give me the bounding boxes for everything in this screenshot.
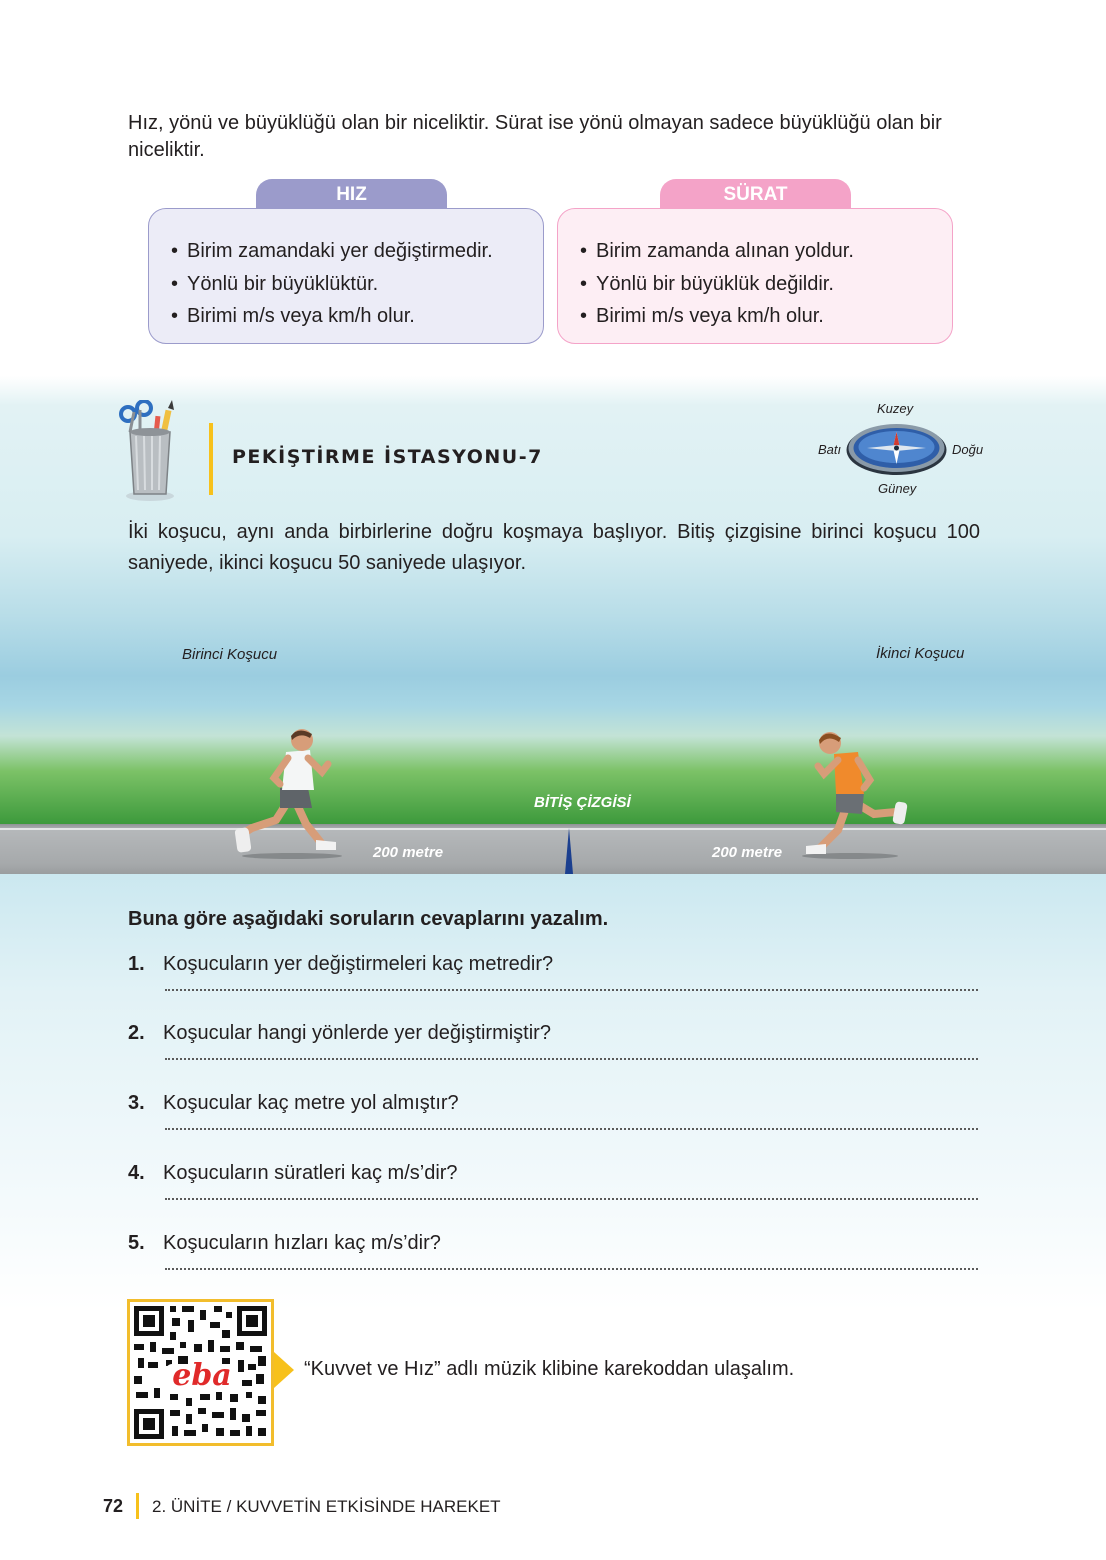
station-title: PEKİŞTİRME İSTASYONU-7	[232, 446, 543, 468]
qr-description: “Kuvvet ve Hız” adlı müzik klibine karekoddan ulaşalım.	[304, 1358, 795, 1380]
page-number: 72	[103, 1496, 124, 1516]
hiz-card-title: HIZ	[256, 179, 447, 211]
qr-arrow-icon	[274, 1352, 294, 1388]
question-number: 5.	[128, 1232, 145, 1254]
questions-heading: Buna göre aşağıdaki soruların cevaplarını yazalım.	[128, 908, 609, 930]
compass-south-label: Güney	[878, 481, 917, 496]
hiz-item: • Yönlü bir büyüklüktür.	[171, 268, 543, 301]
hiz-item: • Birimi m/s veya km/h olur.	[171, 300, 543, 333]
track-edge-line	[0, 828, 1106, 830]
footer-divider	[136, 1493, 139, 1519]
compass-north-label: Kuzey	[877, 401, 914, 416]
question-number: 4.	[128, 1162, 145, 1184]
footer-unit-title: 2. ÜNİTE / KUVVETİN ETKİSİNDE HAREKET	[152, 1497, 501, 1516]
question-text: Koşucular hangi yönlerde yer değiştirmiştir?	[163, 1022, 551, 1044]
answer-line[interactable]	[165, 989, 978, 991]
question-text: Koşucuların süratleri kaç m/s’dir?	[163, 1162, 458, 1184]
answer-line[interactable]	[165, 1058, 978, 1060]
question-text: Koşucular kaç metre yol almıştır?	[163, 1092, 459, 1114]
question-text: Koşucuların hızları kaç m/s’dir?	[163, 1232, 441, 1254]
qr-code[interactable]	[127, 1299, 274, 1446]
surat-item: • Birim zamanda alınan yoldur.	[580, 235, 952, 268]
hiz-item: • Birim zamandaki yer değiştirmedir.	[171, 235, 543, 268]
runner1-figure	[232, 728, 350, 860]
question-number: 1.	[128, 953, 145, 975]
left-distance-label: 200 metre	[373, 844, 444, 861]
compass-west-label: Batı	[818, 442, 842, 457]
intro-paragraph: Hız, yönü ve büyüklüğü olan bir niceliktir. Sürat ise yönü olmayan sadece büyüklüğü olan bir niceliktir.	[128, 112, 942, 161]
running-track	[0, 824, 1106, 874]
answer-line[interactable]	[165, 1128, 978, 1130]
runner1-label: Birinci Koşucu	[182, 646, 278, 663]
surat-card	[557, 208, 953, 344]
compass-east-label: Doğu	[952, 442, 984, 457]
hiz-card	[148, 208, 544, 344]
pencil-cup-icon	[110, 400, 190, 502]
question-number: 2.	[128, 1022, 145, 1044]
right-distance-label: 200 metre	[712, 844, 783, 861]
problem-statement: İki koşucu, aynı anda birbirlerine doğru koşmaya başlıyor. Bitiş çizgisine birinci koşucu 100 saniyede, ikinci koşucu 50 saniyede ulaşıyor.	[128, 521, 980, 574]
runner2-figure	[800, 730, 910, 860]
answer-line[interactable]	[165, 1268, 978, 1270]
runner2-label: İkinci Koşucu	[876, 645, 965, 662]
question-number: 3.	[128, 1092, 145, 1114]
finish-line-label: BİTİŞ ÇİZGİSİ	[534, 794, 631, 811]
compass-icon	[845, 420, 948, 476]
surat-card-title: SÜRAT	[660, 179, 851, 211]
surat-item: • Yönlü bir büyüklük değildir.	[580, 268, 952, 301]
answer-line[interactable]	[165, 1198, 978, 1200]
question-text: Koşucuların yer değiştirmeleri kaç metredir?	[163, 953, 554, 975]
station-accent-bar	[209, 423, 213, 495]
finish-line-marker	[565, 828, 573, 874]
surat-item: • Birimi m/s veya km/h olur.	[580, 300, 952, 333]
eba-logo: eba	[172, 1358, 232, 1393]
